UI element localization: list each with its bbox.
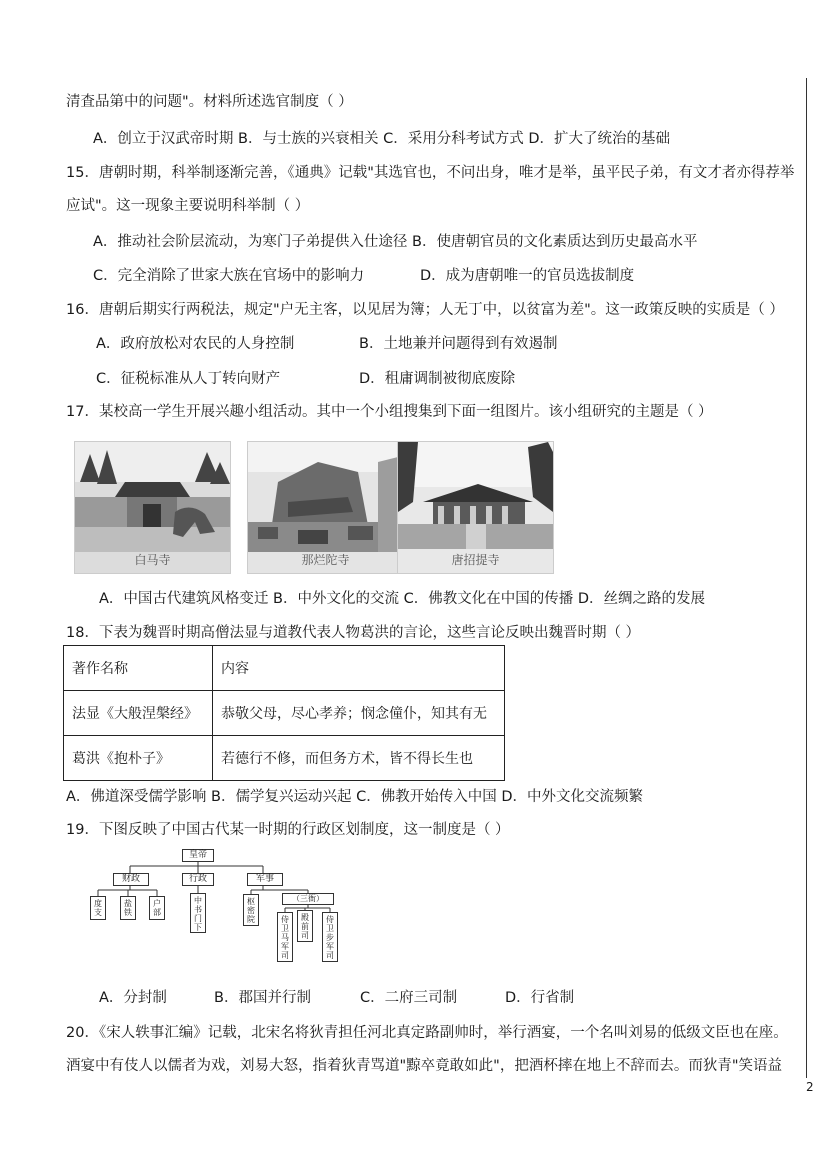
table-cell: 法显《大般涅槃经》 xyxy=(64,691,213,736)
node-finance: 财政 xyxy=(113,873,149,886)
photo-baima-temple xyxy=(74,441,231,574)
node-hubu: 户部 xyxy=(149,896,165,920)
node-shiwei-bujun: 侍卫步军司 xyxy=(322,912,338,962)
q16-option-c: C．征税标准从人丁转向财产 xyxy=(96,371,281,387)
photo-caption-baima: 白马寺 xyxy=(134,553,171,567)
node-sanya: （三衙） xyxy=(282,893,334,905)
q16-option-d: D．租庸调制被彻底废除 xyxy=(359,371,516,387)
table-row xyxy=(64,691,505,736)
table-cell: 葛洪《抱朴子》 xyxy=(64,736,213,781)
q18-options: A．佛道深受儒学影响 B．儒学复兴运动兴起 C．佛教开始传入中国 D．中外文化交流频繁 xyxy=(66,789,643,805)
table-header-cell: 内容 xyxy=(213,646,505,691)
q19-option-d: D．行省制 xyxy=(505,990,575,1006)
q14-stem-end: 清査品第中的问题"。材料所述选官制度（ ） xyxy=(66,94,353,110)
node-shiwei-majun: 侍卫马军司 xyxy=(277,912,293,962)
q15-option-d: D．成为唐朝唯一的官员选拔制度 xyxy=(420,268,635,284)
q15-option-a: A．推动社会阶层流动，为寒门子弟提供入仕途径 B．使唐朝官员的文化素质达到历史最高水平 xyxy=(93,234,698,250)
node-yantie: 盐铁 xyxy=(120,896,136,920)
q15-stem-line2: 应试"。这一现象主要说明科举制（ ） xyxy=(66,198,310,214)
node-duzhi: 度支 xyxy=(90,896,106,920)
photo-nalanda-temple xyxy=(247,441,404,574)
q19-stem: 19．下图反映了中国古代某一时期的行政区划制度，这一制度是（ ） xyxy=(66,822,510,838)
q17-options: A．中国古代建筑风格变迁 B．中外文化的交流 C．佛教文化在中国的传播 D．丝绸之路的发展 xyxy=(99,591,705,607)
node-administration: 行政 xyxy=(182,873,214,886)
q16-option-b: B．土地兼并问题得到有效遏制 xyxy=(359,336,558,352)
table-header-cell: 著作名称 xyxy=(64,646,213,691)
q20-stem-line1: 20．《宋人轶事汇编》记载，北宋名将狄青担任河北真定路副帅时，举行酒宴，一个名叫刘易的低级文臣也在座。 xyxy=(66,1025,788,1041)
q15-stem-line1: 15．唐朝时期，科举制逐渐完善，《通典》记载"其选官也，不问出身，唯才是举，虽平民子弟，有文才者亦得荐举 xyxy=(66,165,795,181)
q18-stem: 18．下表为魏晋时期高僧法显与道教代表人物葛洪的言论，这些言论反映出魏晋时期（ ） xyxy=(66,625,641,641)
photo-toshodaiji-temple xyxy=(397,441,554,574)
q16-option-a: A．政府放松对农民的人身控制 xyxy=(96,336,295,352)
table-cell: 若德行不修，而但务方术，皆不得长生也 xyxy=(213,736,505,781)
q17-stem: 17．某校高一学生开展兴趣小组活动。其中一个小组搜集到下面一组图片。该小组研究的主题是（ ） xyxy=(66,404,713,420)
page-number: 2 xyxy=(806,1080,814,1094)
table-header-row xyxy=(64,646,505,691)
margin-rule xyxy=(806,78,807,1078)
table-row xyxy=(64,736,505,781)
node-dianqian: 殿前司 xyxy=(297,910,313,942)
node-emperor: 皇帝 xyxy=(182,849,214,862)
node-shumiyuan: 枢密院 xyxy=(243,894,259,926)
quote-table xyxy=(63,645,505,781)
q20-stem-line2: 酒宴中有伎人以儒者为戏，刘易大怒，指着狄青骂道"黥卒竟敢如此"，把酒杯摔在地上不辞而去。而狄青"笑语益 xyxy=(66,1058,783,1074)
q16-stem: 16．唐朝后期实行两税法，规定"户无主客，以见居为簿；人无丁中，以贫富为差"。这一政策反映的实质是（ ） xyxy=(66,302,784,318)
q14-options: A．创立于汉武帝时期 B．与士族的兴衰相关 C．采用分科考试方式 D．扩大了统治的基础 xyxy=(93,131,670,147)
photo-caption-toshodaiji: 唐招提寺 xyxy=(451,553,500,567)
photo-caption-nalanda: 那烂陀寺 xyxy=(301,553,350,567)
q19-option-b: B．郡国并行制 xyxy=(214,990,311,1006)
node-zhongshu-menxia: 中书门下 xyxy=(190,893,206,933)
table-cell: 恭敬父母，尽心孝养；悯念僮仆，知其有无 xyxy=(213,691,505,736)
q15-option-c: C．完全消除了世家大族在官场中的影响力 xyxy=(93,268,365,284)
node-military: 军事 xyxy=(247,873,283,886)
q19-option-c: C．二府三司制 xyxy=(360,990,458,1006)
q19-option-a: A．分封制 xyxy=(99,990,167,1006)
admin-structure-diagram xyxy=(85,846,345,971)
